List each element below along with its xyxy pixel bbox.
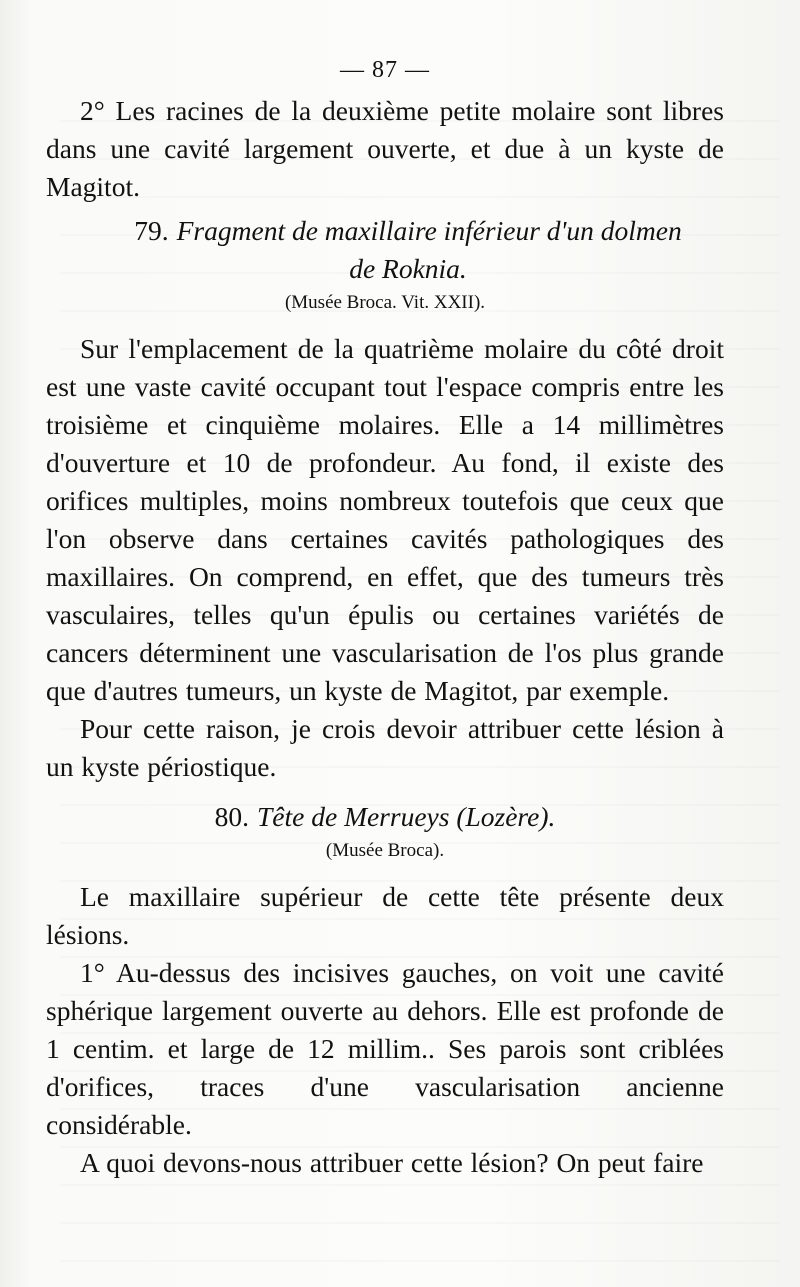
section-80-number: 80. xyxy=(214,801,250,832)
section-79-number: 79. xyxy=(134,215,169,246)
section-79-title-text: Fragment de maxillaire inférieur d'un dolmen xyxy=(176,215,682,246)
section-80-source: (Musée Broca). xyxy=(325,840,445,861)
paragraph-fourth-molar-cavity: Sur l'emplacement de la quatrième molaire du côté droit est une vaste cavité occupant tout l'espace compris entre les troisième et cinquième molaires. Elle a 14 millimètres d'ouverture et 10 de profondeur. Au fond, il existe des orifices multiples, moins nombreux toutefois que ceux que l'on observe dans certaines cavités pathologiques des maxillaires. On comprend, en effet, que des tumeurs très vasculaires, telles qu'un épulis ou certaines variétés de cancers déterminent une vascularisation de l'os plus grande que d'autres tumeurs, un kyste de Magitot, par exemple. xyxy=(46,333,724,706)
section-79-source: (Musée Broca. Vit. XXII). xyxy=(284,292,486,313)
section-79-heading xyxy=(46,206,724,288)
section-79-title-line2: de Roknia. xyxy=(349,253,467,284)
paragraph-incisive-cavity: 1° Au-dessus des incisives gauches, on voit une cavité sphérique largement ouverte au dehors. Elle est profonde de 1 centim. et large de 12 millim.. Ses parois sont criblées d'orifices, traces d'une vascularisation ancienne considérable. xyxy=(46,957,724,1140)
paragraph-two-lesions: Le maxillaire supérieur de cette tête présente deux lésions. xyxy=(46,881,724,950)
section-80-title: Tête de Merrueys (Lozère). xyxy=(257,801,556,832)
paragraph-roots-second-molar: 2° Les racines de la deuxième petite molaire sont libres dans une cavité largement ouverte, et due à un kyste de Magitot. xyxy=(46,95,724,202)
paragraph-attribution-question: A quoi devons-nous attribuer cette lésion? On peut faire xyxy=(80,1147,704,1178)
paragraph-periostic-cyst: Pour cette raison, je crois devoir attribuer cette lésion à un kyste périostique. xyxy=(46,713,724,782)
section-80-heading xyxy=(46,792,724,836)
page-number: — 87 — xyxy=(340,57,430,83)
page-text xyxy=(46,52,724,1182)
section-79-title-line1 xyxy=(92,212,724,250)
